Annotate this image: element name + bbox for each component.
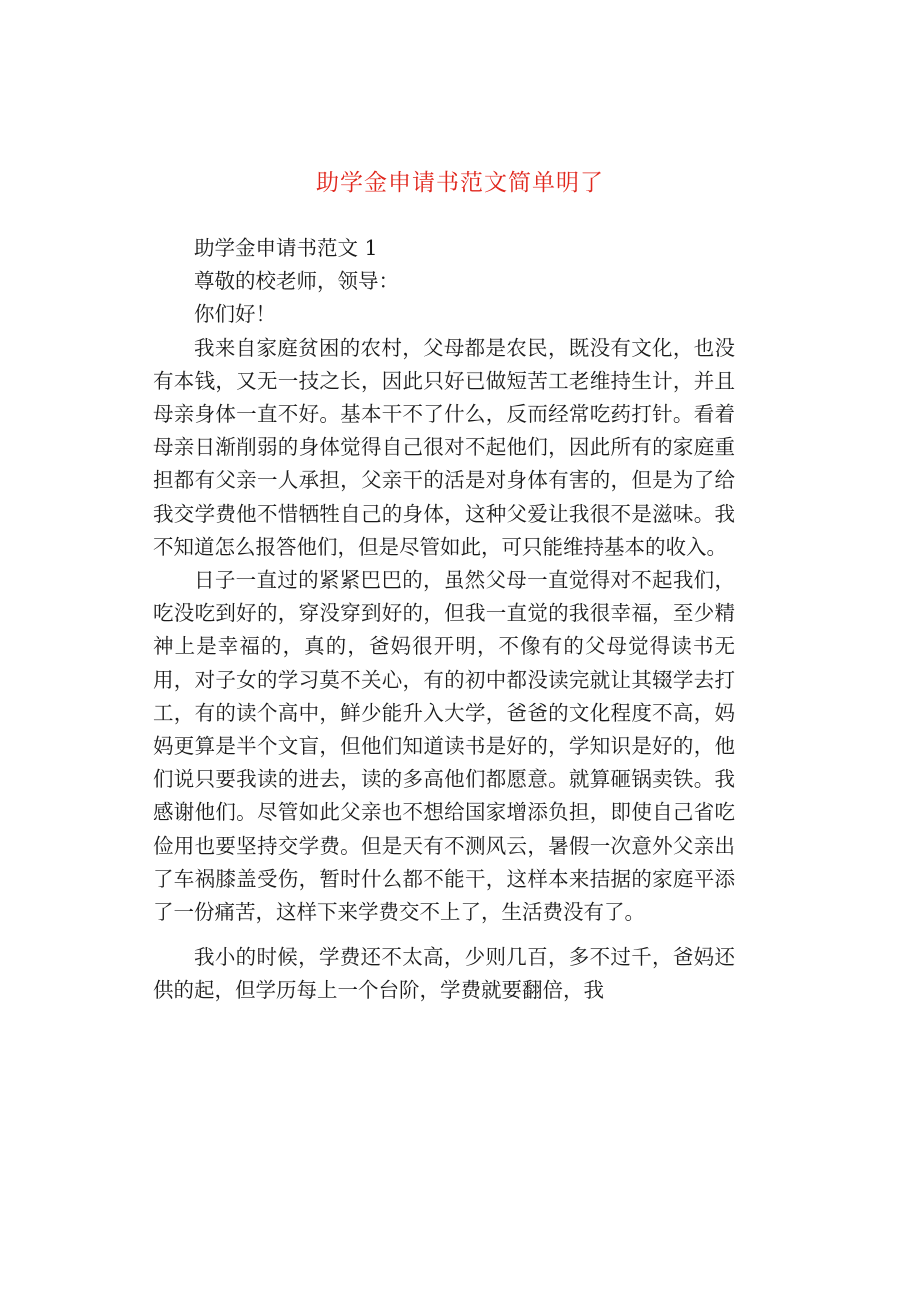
document-body [153, 232, 735, 1008]
body-paragraph: 我小的时候，学费还不太高，少则几百，多不过千，爸妈还供的起，但学历每上一个台阶，学费就要翻倍，我 [153, 945, 735, 1003]
greeting: 你们好！ [194, 302, 276, 327]
body-paragraph: 日子一直过的紧紧巴巴的，虽然父母一直觉得对不起我们，吃没吃到好的，穿没穿到好的，但我一直觉的我很幸福，至少精神上是幸福的，真的，爸妈很开明，不像有的父母觉得读书无用，对子女的学习莫不关心，有的初中都没读完就让其辍学去打工，有的读个高中，鲜少能升入大学，爸爸的文化程度不高，妈妈更算是半个文盲，但他们知道读书是好的，学知识是好的，他们说只要我读的进去，读的多高他们都愿意。就算砸锅卖铁。我感谢他们。尽管如此父亲也不想给国家增添负担，即使自己省吃俭用也要坚持交学费。但是天有不测风云，暑假一次意外父亲出了车祸膝盖受伤，暂时什么都不能干，这样本来拮据的家庭平添了一份痛苦，这样下来学费交不上了，生活费没有了。 [153, 568, 735, 925]
salutation: 尊敬的校老师，领导： [194, 269, 399, 294]
body-paragraph: 我来自家庭贫困的农村，父母都是农民，既没有文化，也没有本钱，又无一技之长，因此只好已做短苦工老维持生计，并且母亲身体一直不好。基本干不了什么，反而经常吃药打针。看着母亲日渐削弱的身体觉得自己很对不起他们，因此所有的家庭重担都有父亲一人承担，父亲干的活是对身体有害的，但是为了给我交学费他不惜牺牲自己的身体，这种父爱让我很不是滋味。我不知道怎么报答他们，但是尽管如此，可只能维持基本的收入。 [153, 335, 735, 559]
section-heading: 助学金申请书范文 1 [194, 236, 378, 260]
document-title: 助学金申请书范文简单明了 [316, 170, 604, 196]
